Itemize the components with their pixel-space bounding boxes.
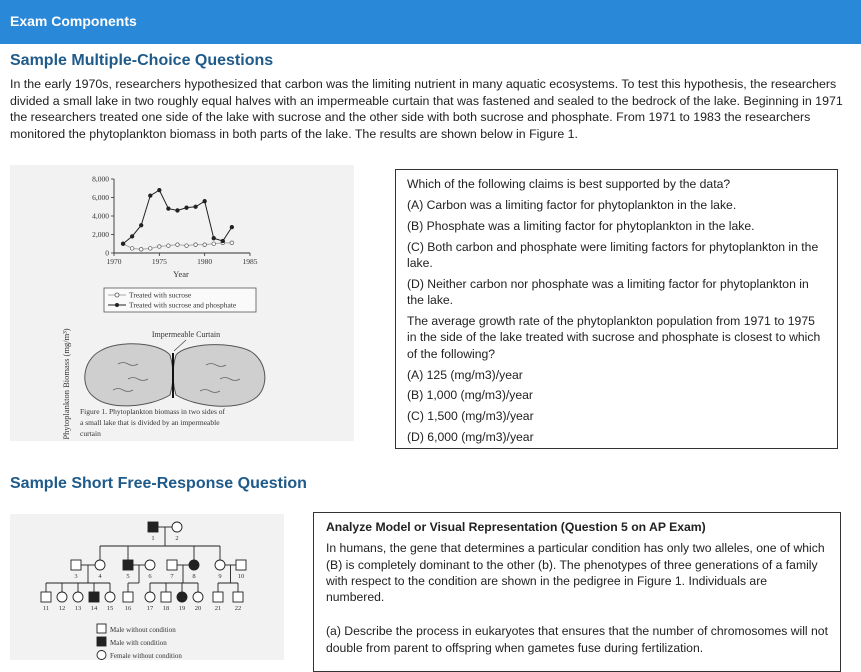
- y-tick-label: 6,000: [92, 193, 109, 202]
- data-point-sucrose-phosphate: [158, 188, 162, 192]
- figure-caption-line-1: Figure 1. Phytoplankton biomass in two sides of: [80, 407, 225, 416]
- legend-label-phosphate: Treated with sucrose and phosphate: [129, 300, 237, 310]
- pedigree-female-unaffected-circle: [105, 592, 115, 602]
- pedigree-male-affected-square: [148, 522, 158, 532]
- legend-male-unaffected-label: Male without condition: [110, 626, 176, 634]
- data-point-sucrose: [167, 244, 171, 248]
- pedigree-individual-number: 22: [234, 605, 242, 612]
- frq-part-a: (a) Describe the process in eukaryotes that ensures that the number of chromosomes will not double from parent to offspring when gametes fuse during fertilization.: [326, 624, 828, 655]
- x-tick-label: 1975: [151, 257, 167, 266]
- pedigree-individual-number: 21: [214, 605, 222, 612]
- y-tick-label: 0: [105, 248, 109, 258]
- q2-option-d[interactable]: (D) 6,000 (mg/m3)/year: [407, 430, 534, 445]
- chart-ylabel: Phytoplankton Biomass (mg/m³): [61, 328, 71, 440]
- data-point-sucrose: [230, 241, 234, 245]
- pedigree-individual-number: 12: [58, 605, 66, 612]
- pedigree-individual-number: 1: [151, 535, 155, 542]
- data-point-sucrose-phosphate: [121, 242, 125, 246]
- data-point-sucrose-phosphate: [221, 239, 225, 243]
- q2-stem: The average growth rate of the phytoplankton population from 1971 to 1975 in the side of the lake treated with sucrose and phosphate is closest to which of the following?: [407, 314, 821, 361]
- pedigree-female-unaffected-circle: [193, 592, 203, 602]
- pedigree-female-affected-circle: [177, 592, 187, 602]
- pedigree-male-unaffected-square: [167, 560, 177, 570]
- pedigree-female-unaffected-circle: [215, 560, 225, 570]
- frq-heading: Analyze Model or Visual Representation (Question 5 on AP Exam): [326, 520, 706, 534]
- data-point-sucrose: [148, 247, 152, 251]
- y-tick-label: 2,000: [92, 230, 109, 239]
- pedigree-male-unaffected-square: [236, 560, 246, 570]
- data-point-sucrose: [176, 243, 180, 247]
- data-point-sucrose-phosphate: [203, 199, 207, 203]
- pedigree-male-unaffected-square: [213, 592, 223, 602]
- data-point-sucrose-phosphate: [185, 206, 189, 210]
- mcq-intro-text: In the early 1970s, researchers hypothesized that carbon was the limiting nutrient in many aquatic ecosystems. To test this hypothesis, the researchers divided a small lake in two roughly equal halves with an impermeable curtain that was fastened and sealed to the bedrock of the lake. Beginning in 1971 the researchers treated one side of the lake with sucrose and the other side with both sucrose and phosphate. From 1971 to 1983 the researchers monitored the phytoplankton biomass in both parts of the lake. The results are shown below in Figure 1.: [10, 77, 843, 141]
- pedigree-male-unaffected-square: [71, 560, 81, 570]
- legend-marker-sucrose: [115, 293, 119, 297]
- pedigree-individual-number: 3: [74, 573, 78, 580]
- q1-stem: Which of the following claims is best supported by the data?: [407, 177, 731, 191]
- data-point-sucrose: [212, 242, 216, 246]
- pedigree-individual-number: 20: [194, 605, 202, 612]
- pedigree-male-unaffected-square: [41, 592, 51, 602]
- figure-caption-line-2: a small lake that is divided by an impermeable: [80, 418, 220, 427]
- frq-section-title: Sample Short Free-Response Question: [10, 475, 307, 492]
- pedigree-male-unaffected-square: [233, 592, 243, 602]
- y-tick-label: 4,000: [92, 211, 109, 221]
- pedigree-male-affected-square: [89, 592, 99, 602]
- data-point-sucrose-phosphate: [139, 223, 143, 227]
- q1-option-a[interactable]: (A) Carbon was a limiting factor for phytoplankton in the lake.: [407, 197, 737, 212]
- data-point-sucrose-phosphate: [194, 205, 198, 209]
- pedigree-female-unaffected-circle: [73, 592, 83, 602]
- data-point-sucrose-phosphate: [130, 235, 134, 239]
- pedigree-individual-number: 18: [162, 605, 170, 612]
- curtain-label: Impermeable Curtain: [151, 330, 221, 339]
- pedigree-male-unaffected-square: [123, 592, 133, 602]
- pedigree-individual-number: 9: [218, 573, 222, 580]
- figure-panel: [10, 165, 354, 441]
- frq-body: In humans, the gene that determines a particular condition has only two alleles, one of which (B) is completely dominant to the other (b). The phenotypes of three generations of a family with respect to the condition are shown in the pedigree in Figure 1. Individuals are numbered.: [326, 541, 825, 605]
- legend-male-affected-label: Male with condition: [110, 639, 167, 647]
- data-point-sucrose-phosphate: [212, 236, 216, 240]
- pedigree-individual-number: 10: [237, 573, 245, 580]
- pedigree-individual-number: 6: [148, 573, 152, 580]
- q1-option-d[interactable]: (D) Neither carbon nor phosphate was a limiting factor for phytoplankton in the lake.: [407, 276, 809, 308]
- x-tick-label: 1970: [106, 257, 122, 266]
- pedigree-female-unaffected-circle: [145, 592, 155, 602]
- legend-female-unaffected-symbol: [97, 651, 106, 660]
- pedigree-individual-number: 17: [146, 605, 154, 612]
- legend-female-unaffected-label: Female without condition: [110, 652, 182, 660]
- pedigree-individual-number: 16: [124, 605, 132, 612]
- legend-marker-phosphate: [115, 303, 119, 307]
- series-line-sucrose-phosphate: [123, 190, 232, 244]
- data-point-sucrose: [185, 244, 189, 248]
- lake-left-half: [85, 344, 173, 406]
- lake-right-half: [173, 345, 265, 407]
- pedigree-male-unaffected-square: [161, 592, 171, 602]
- q2-option-a[interactable]: (A) 125 (mg/m3)/year: [407, 367, 523, 382]
- mcq-section-title: Sample Multiple-Choice Questions: [10, 52, 274, 69]
- x-tick-label: 1980: [197, 257, 213, 266]
- pedigree-individual-number: 15: [106, 605, 114, 612]
- pedigree-female-unaffected-circle: [57, 592, 67, 602]
- pedigree-individual-number: 19: [178, 605, 186, 612]
- figure-caption-line-3: curtain: [80, 429, 101, 438]
- data-point-sucrose-phosphate: [230, 225, 234, 229]
- pedigree-panel: [10, 514, 284, 660]
- legend-label-sucrose: Treated with sucrose: [129, 290, 192, 300]
- pedigree-male-affected-square: [123, 560, 133, 570]
- pedigree-individual-number: 7: [170, 573, 174, 580]
- chart-xlabel: Year: [173, 269, 189, 279]
- page-title: Exam Components: [10, 13, 137, 29]
- pedigree-individual-number: 8: [192, 573, 196, 580]
- data-point-sucrose: [139, 248, 143, 252]
- pedigree-female-unaffected-circle: [145, 560, 155, 570]
- y-tick-label: 8,000: [92, 174, 109, 184]
- data-point-sucrose-phosphate: [176, 209, 180, 213]
- data-point-sucrose: [194, 243, 198, 247]
- frq-question-box: [313, 512, 841, 672]
- pedigree-individual-number: 2: [175, 535, 179, 542]
- pedigree-individual-number: 11: [42, 605, 50, 612]
- pedigree-individual-number: 5: [126, 573, 130, 580]
- q2-option-b[interactable]: (B) 1,000 (mg/m3)/year: [407, 388, 533, 403]
- pedigree-individual-number: 4: [98, 573, 102, 580]
- pedigree-female-affected-circle: [189, 560, 199, 570]
- legend-male-affected-symbol: [97, 637, 106, 646]
- header-bar: [0, 0, 861, 44]
- phytoplankton-chart: [10, 165, 354, 441]
- data-point-sucrose: [130, 247, 134, 251]
- pedigree-individual-number: 14: [90, 605, 98, 612]
- q2-option-c[interactable]: (C) 1,500 (mg/m3)/year: [407, 409, 534, 424]
- pedigree-female-unaffected-circle: [95, 560, 105, 570]
- pedigree-chart: [10, 514, 284, 660]
- q1-option-c[interactable]: (C) Both carbon and phosphate were limiting factors for phytoplankton in the lake.: [407, 239, 819, 270]
- pedigree-female-unaffected-circle: [172, 522, 182, 532]
- data-point-sucrose: [203, 243, 207, 247]
- data-point-sucrose: [158, 245, 162, 249]
- mcq-question-box: [395, 169, 838, 449]
- pedigree-individual-number: 13: [74, 605, 82, 612]
- data-point-sucrose-phosphate: [148, 194, 152, 198]
- legend-male-unaffected-symbol: [97, 624, 106, 633]
- q1-option-b[interactable]: (B) Phosphate was a limiting factor for phytoplankton in the lake.: [407, 218, 755, 233]
- x-tick-label: 1985: [242, 257, 258, 266]
- data-point-sucrose-phosphate: [167, 207, 171, 211]
